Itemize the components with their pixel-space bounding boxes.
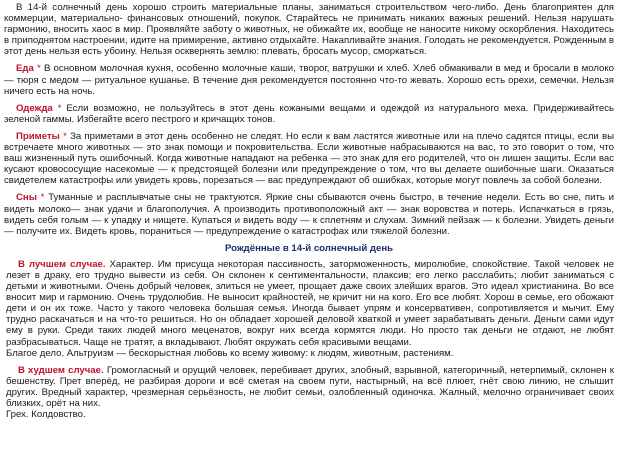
worst-case-block (4, 365, 614, 420)
section-omens (4, 131, 614, 186)
section-text-dreams: Туманные и расплывчатые сны не трактуются. Яркие сны сбываются очень быстро, в течение недели. Есть во сне, пить и видеть молоко— знак удачи и благополучия. А производить противоположный акт — знак воровства и потерь. Испачкаться в грязь, видеть себя голым — к упадку и нищете. Купаться и видеть воду — к сплетням и слухам. Зимний пейзаж — к болезни. Увидеть деньги — получите их. Видеть кровь, пораниться — предупреждение о катастрофах или тяжелой болезни. (4, 192, 614, 237)
born-heading: Рождённые в 14-й солнечный день (224, 242, 394, 254)
section-text-omens: За приметами в этот день особенно не следят. Но если к вам ластятся животные или на плечо садятся птицы, если вы встречаете много животных — это знак помощи и покровительства. Если животные набрасываются на вас, то это говорит о том, что ваш жизненный путь ошибочный. Когда животные нападают на ребенка — это знак для его родителей, что он лишен защиты. Если вас кусают кровососущие насекомые — к предстоящей болезни или предупреждение о том, что вы делаете ошибочные шаги. Оказаться свидетелем катастрофы или увидеть кровь, порезаться — вас предупреждают об ошибках, которые могут повлечь за собой болезни. (4, 130, 614, 187)
worst-case-text: Громогласный и орущий человек, перебивает других, злобный, взрывной, категоричный, нетерпимый, склонен к бешенству. Прет вперёд, не разбирая дороги и всё сметая на своем пути, настырный, на всё плюет, гнёт свою линию, не слышит других. Вредный характер, чрезмерная серьёзность, не любит семьи, озлобленный одиночка. Жалный, мелочно ограничивает своих близких, орёт на них. (6, 364, 615, 409)
section-star-clothes: * (57, 102, 62, 114)
section-star-food: * (37, 63, 41, 75)
best-case-block (4, 259, 614, 359)
section-star-omens: * (63, 130, 67, 142)
best-case-good-deed: Благое дело. Альтруизм — бескорыстная любовь ко всему живому: к людям, животным, растениям. (6, 347, 454, 359)
worst-case-paragraph (6, 365, 614, 409)
worst-case-sin: Грех. Колдовство. (6, 409, 86, 421)
section-label-clothes: Одежда (16, 102, 53, 114)
best-case-label: В лучшем случае. (18, 258, 106, 270)
section-label-food: Еда (16, 63, 34, 75)
worst-case-label: В худшем случае. (18, 364, 104, 376)
section-text-clothes: Если возможно, не пользуйтесь в этот день кожаными вещами и одеждой из натурального меха. Придерживайтесь зеленой гаммы. Избегайте всего пестрого и кричащих тонов. (4, 102, 614, 125)
section-food (4, 63, 614, 96)
section-label-omens: Приметы (16, 130, 60, 142)
section-star-dreams: * (40, 192, 45, 204)
section-text-food: В основном молочная кухня, особенно молочные каши, творог, ватрушки и хлеб. Хлеб обмакивали в мед и бросали в молоко — тюря с медом — ритуальное кушанье. В течение дня рекомендуется постоянно что-то жевать. Хорошо есть орехи, семечки. Нельзя ничего есть на ночь. (4, 63, 615, 97)
intro-paragraph: В 14-й солнечный день хорошо строить материальные планы, заниматься строительством чего-либо. День благоприятен для коммерции, материально- финансовых отношений, покупок. Старайтесь не принимать никаких важных решений. Нельзя нарушать гармонию, вносить хаос в мир. Проявляйте заботу о животных, не обижайте их, вообще не наносите никому оскорбления. Находитесь в приподнятом настроении, идите на примирение, активно отдыхайте. Накапливайте знания. Голодать не рекомендуется. Рожденным в этот день нельзя есть убоину. Нельзя осквернять землю: плевать, бросать мусор, сморкаться. (4, 2, 614, 58)
best-case-text: Характер. Им присуща некоторая пассивность, заторможенность, миролюбие, спокойствие. Такой человек не лезет в драку, его трудно вывести из себя. Он склонен к сентиментальности, плаксив; его легко расслабить; любит заниматься с детьми и животными. Очень добрый человек, злиться не умеет, прощает даже своих злейших врагов. Это идеал христианина. Во все вносит мир и гармонию. Очень трудолюбив. Не выносит крайностей, не кричит ни на кого. Его все любят. Хорош в семье, его обожают дети и он их тоже. Часто у такого человека большая семья. Иногда бывает упрям и консервативен, сопротивляется и мычит. Ему трудно раскачаться и на что-то решиться. Но он обладает хорошей деловой хваткой и умеет зарабатывать деньги. Деньги сами идут ему в руки. Среди таких людей много меценатов, вокруг них всегда кормятся люди. Но просто так деньги не отдают, не любят разбрасываться. Чаще не тратят, а вкладывают. Любят окружать себя красивыми вещами. (6, 258, 614, 348)
section-clothes (4, 103, 614, 125)
best-case-paragraph (6, 259, 614, 348)
section-dreams (4, 192, 614, 236)
section-label-dreams: Сны (16, 192, 37, 204)
